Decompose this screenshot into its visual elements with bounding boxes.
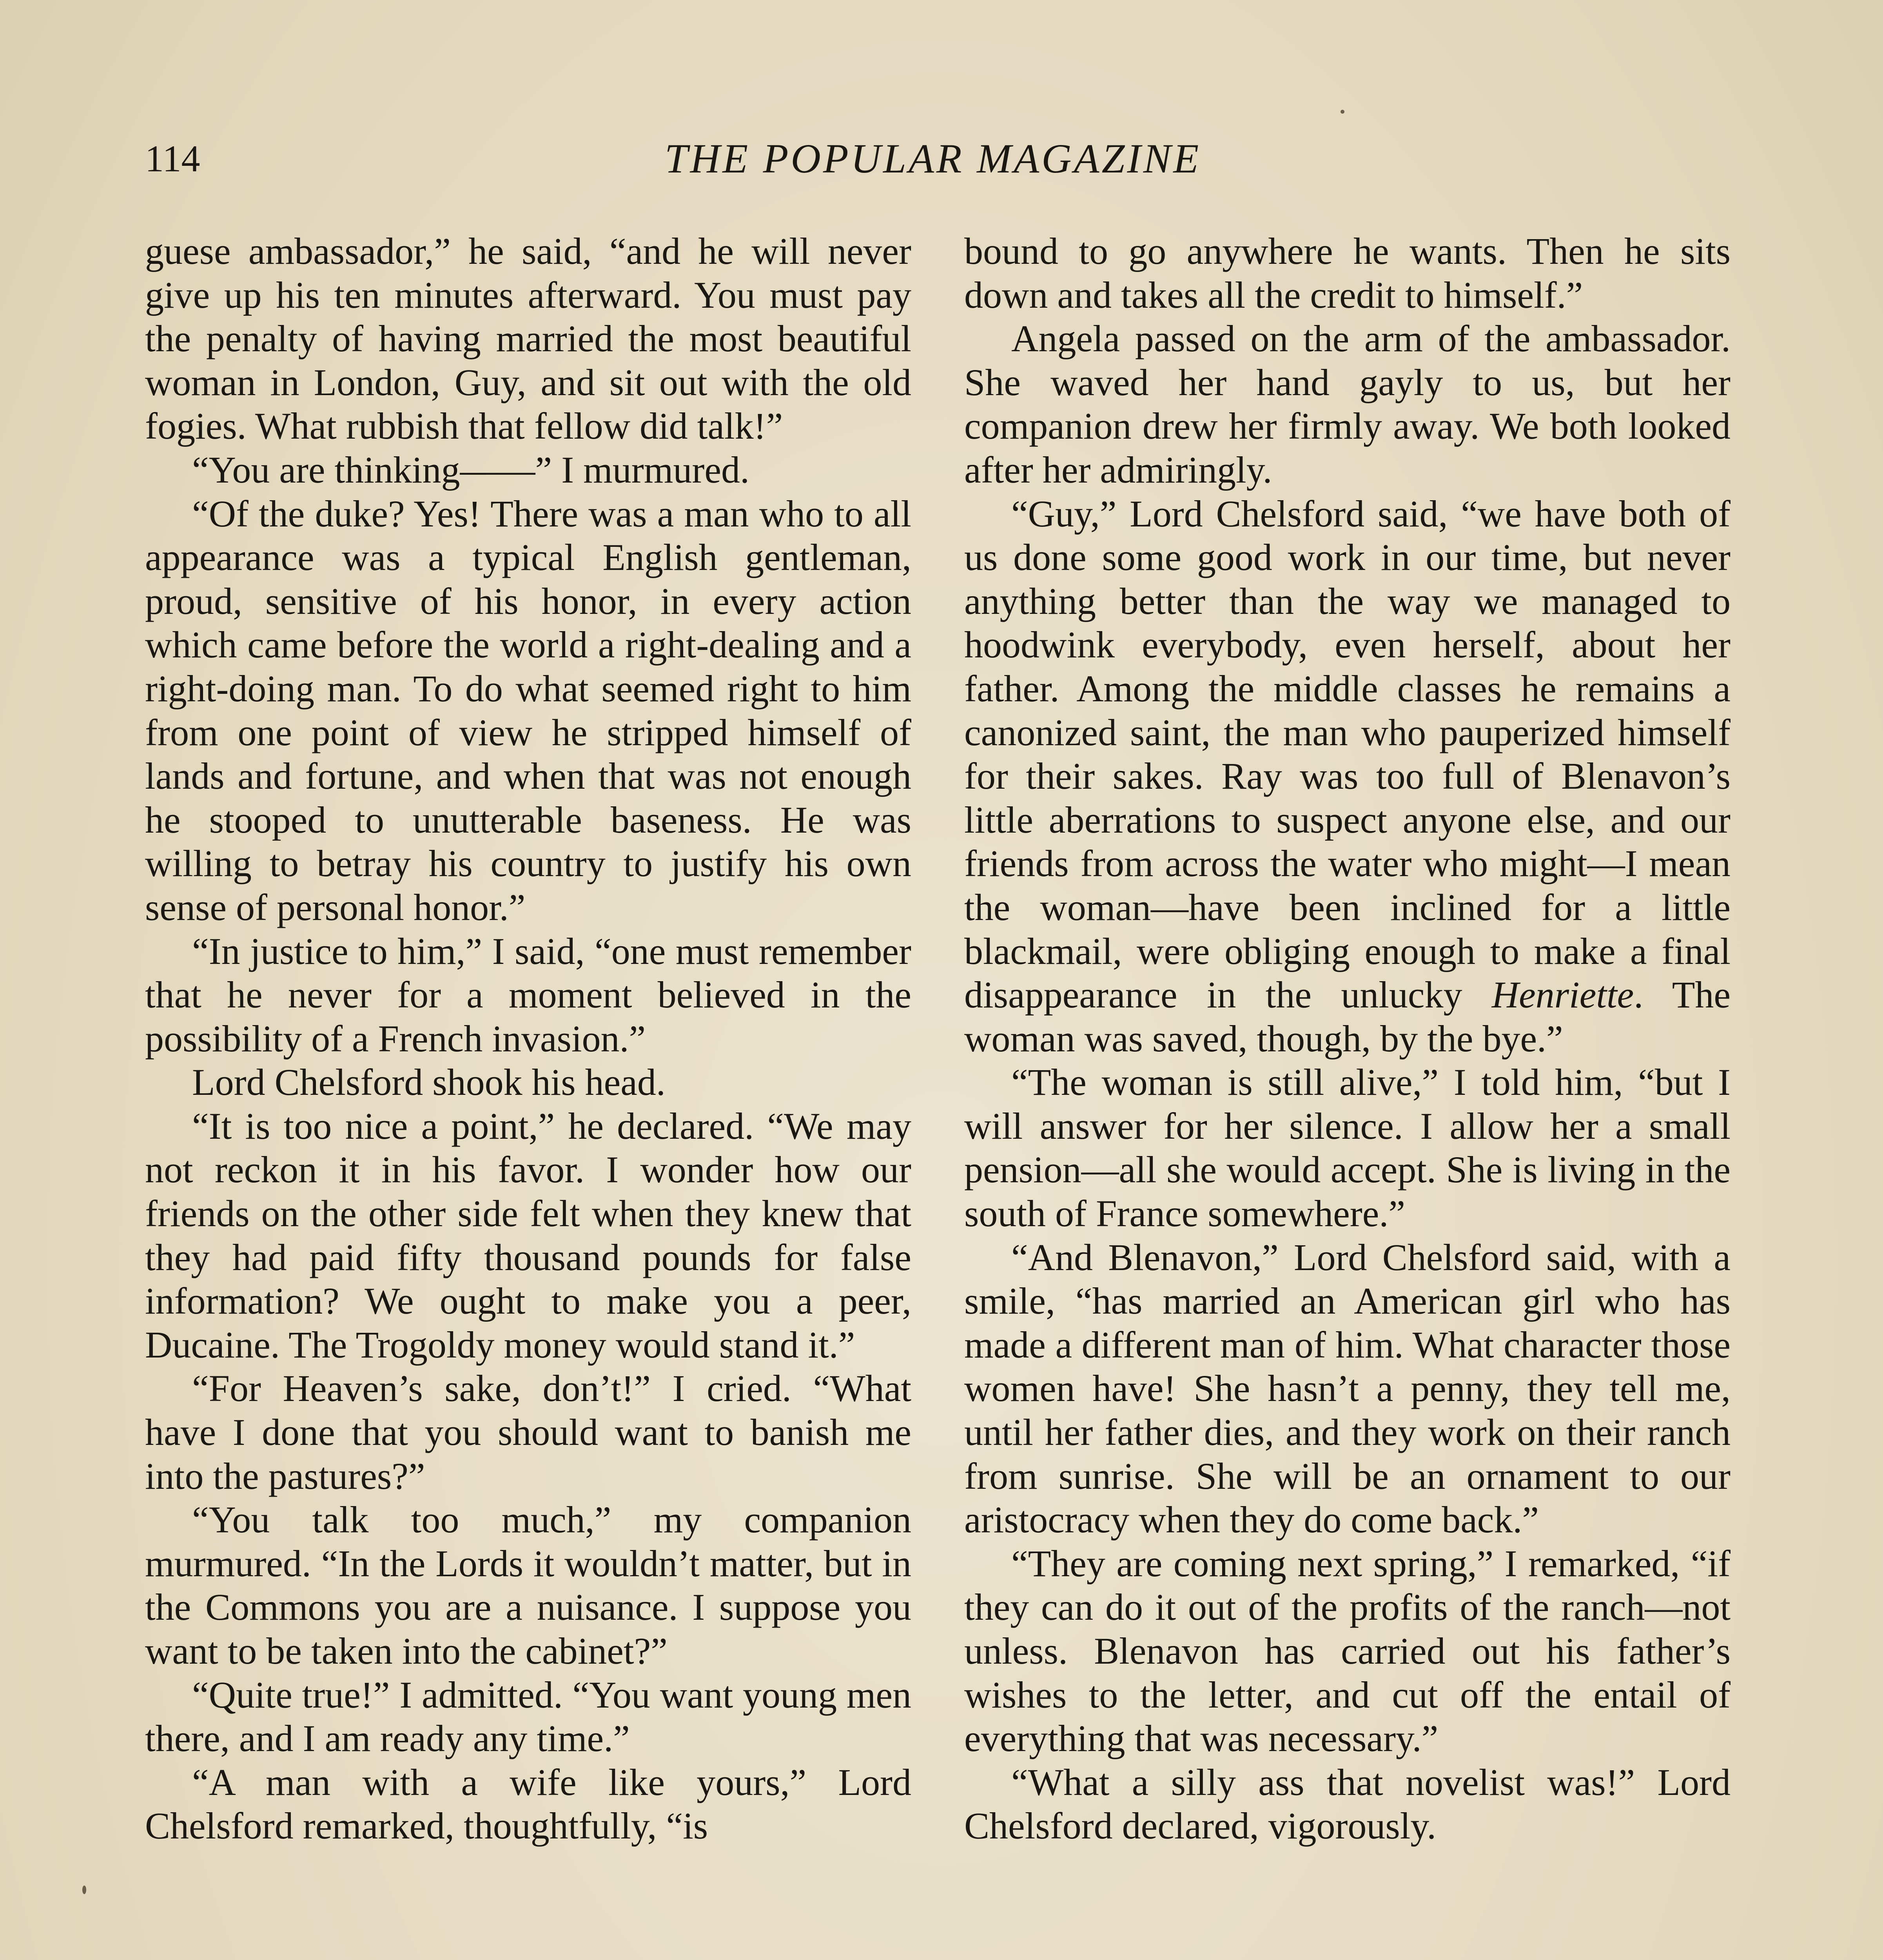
paragraph: Angela passed on the arm of the ambassador. She waved her hand gayly to us, but her companion drew her firmly away. We both looked after her admiringly.	[964, 318, 1731, 491]
ship-name: Henriette	[1491, 974, 1634, 1016]
paragraph: “It is too nice a point,” he declared. “We may not reckon it in his favor. I wonder how our friends on the other side felt when they knew that they had paid fifty thousand pounds for false information? We ought to make you a peer, Ducaine. The Trogoldy money would stand it.”	[145, 1105, 911, 1366]
paragraph: “Quite true!” I admitted. “You want young men there, and I am ready any time.”	[145, 1673, 911, 1760]
paragraph: Lord Chelsford shook his head.	[192, 1061, 666, 1103]
paragraph: “In justice to him,” I said, “one must remember that he never for a moment believed in the possibility of a French invasion.”	[145, 930, 911, 1060]
paragraph: “They are coming next spring,” I remarked, “if they can do it out of the profits of the ranch—not unless. Blenavon has carried out his father’s wishes to the letter, and cut off the entail of everything that was necessary.”	[964, 1542, 1731, 1760]
paragraph: guese ambassador,” he said, “and he will never give up his ten minutes afterward. You must pay the penalty of having married the most beautiful woman in London, Guy, and sit out with the old fogies. What rubbish that fellow did talk!”	[145, 230, 911, 447]
paragraph: “What a silly ass that novelist was!” Lord Chelsford declared, vigorously.	[964, 1761, 1731, 1847]
page-header	[145, 129, 1721, 188]
paragraph: “And Blenavon,” Lord Chelsford said, with a smile, “has married an American girl who has made a different man of him. What character those women have! She hasn’t a penny, they tell me, until her father dies, and they work on their ranch from sunrise. She will be an ornament to our aristocracy when they do come back.”	[964, 1236, 1731, 1541]
paragraph: “For Heaven’s sake, don’t!” I cried. “What have I done that you should want to banish me into the pastures?”	[145, 1367, 911, 1497]
paragraph	[964, 492, 1731, 1061]
left-text-column	[145, 229, 911, 1848]
paper-speck	[1341, 110, 1344, 114]
paragraph: bound to go anywhere he wants. Then he sits down and takes all the credit to himself.”	[964, 230, 1731, 316]
right-text-column	[964, 229, 1731, 1848]
paragraph: “Of the duke? Yes! There was a man who to all appearance was a typical English gentleman, proud, sensitive of his honor, in every action which came before the world a right-dealing and a right-doing man. To do what seemed right to him from one point of view he stripped himself of lands and fortune, and when that was not enough he stooped to unutterable baseness. He was willing to betray his country to justify his own sense of personal honor.”	[145, 492, 911, 928]
paragraph-text: “Guy,” Lord Chelsford said, “we have both of us done some good work in our time, but never anything better than the way we managed to hoodwink everybody, even herself, about her father. Among the middle classes he remains a canonized saint, the man who pauperized himself for their sakes. Ray was too full of Blenavon’s little aberrations to suspect anyone else, and our friends from across the water who might—I mean the woman—have been inclined for a little blackmail, were obliging enough to make a final disappearance in the unlucky	[964, 492, 1731, 1016]
paper-speck	[82, 1886, 86, 1894]
paragraph-text: . The woman was saved, though, by the bye.”	[964, 974, 1731, 1060]
paragraph: “A man with a wife like yours,” Lord Chelsford remarked, thoughtfully, “is	[145, 1761, 911, 1847]
paragraph: “The woman is still alive,” I told him, “but I will answer for her silence. I allow her a small pension—all she would accept. She is living in the south of France somewhere.”	[964, 1061, 1731, 1235]
magazine-title: THE POPULAR MAGAZINE	[664, 136, 1201, 181]
page-number: 114	[145, 138, 200, 180]
paragraph: “You talk too much,” my companion murmured. “In the Lords it wouldn’t matter, but in the Commons you are a nuisance. I suppose you want to be taken into the cabinet?”	[145, 1499, 911, 1672]
paragraph: “You are thinking——” I murmured.	[192, 448, 749, 491]
